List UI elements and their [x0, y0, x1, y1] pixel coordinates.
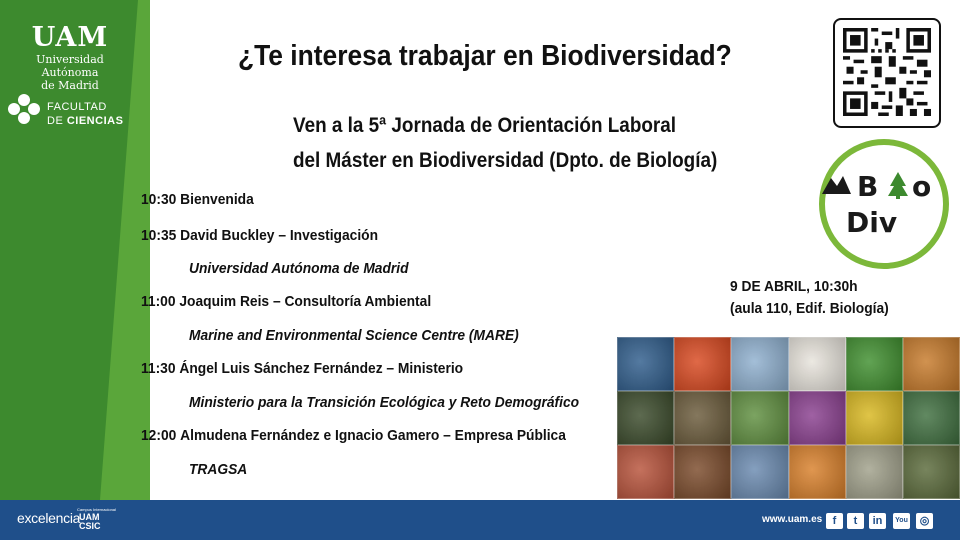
instagram-icon[interactable]: ◎: [916, 513, 933, 529]
biodiv-text-b: B: [857, 170, 879, 203]
agenda-title: Bienvenida: [180, 191, 254, 208]
collage-photo-tile: [789, 337, 846, 391]
subtitle-line1: Ven a la 5ª Jornada de Orientación Laboral: [293, 114, 677, 137]
agenda-title: Ángel Luis Sánchez Fernández – Ministerio: [179, 360, 464, 377]
biodiv-logo: [816, 136, 952, 272]
agenda-time: 11:00: [141, 293, 176, 310]
faculty-line2-b: CIENCIAS: [66, 115, 124, 127]
collage-photo-tile: [731, 445, 788, 499]
agenda-time: 11:30: [141, 360, 176, 377]
excelencia-word: excelencia: [17, 510, 81, 526]
agenda-title: Joaquim Reis – Consultoría Ambiental: [179, 293, 432, 310]
collage-photo-tile: [617, 337, 674, 391]
faculty-logo: [6, 92, 146, 132]
collage-photo-tile: [846, 391, 903, 445]
agenda-time: 12:00: [141, 427, 177, 444]
uam-logo: [8, 22, 132, 92]
twitter-icon[interactable]: t: [847, 513, 864, 529]
agenda-title: David Buckley – Investigación: [180, 227, 379, 244]
agenda-time: 10:35: [141, 227, 177, 244]
event-place: (aula 110, Edif. Biología): [730, 300, 889, 317]
agenda-item-2: [141, 227, 378, 244]
agenda-item-5: [141, 427, 566, 444]
sidebar: [0, 0, 150, 500]
excelencia-csic: CSIC: [79, 521, 101, 531]
collage-photo-tile: [674, 445, 731, 499]
collage-photo-tile: [903, 391, 960, 445]
event-info: [730, 276, 889, 320]
subtitle-line2: del Máster en Biodiversidad (Dpto. de Biología): [293, 149, 718, 172]
qr-code[interactable]: [833, 18, 941, 128]
website-link[interactable]: www.uam.es: [762, 514, 823, 525]
agenda-item-3: [141, 293, 431, 310]
collage-photo-tile: [731, 337, 788, 391]
uam-mark: UAM: [31, 22, 109, 53]
faculty-flower-icon: [6, 92, 42, 126]
faculty-line2: [47, 115, 123, 127]
linkedin-icon[interactable]: in: [869, 513, 886, 529]
uam-name-line2: de Madrid: [41, 79, 99, 92]
agenda-affiliation-2: Universidad Autónoma de Madrid: [189, 260, 409, 277]
agenda-affiliation-4: Ministerio para la Transición Ecológica y Reto Demográfico: [189, 394, 580, 411]
faculty-line1: FACULTAD: [47, 101, 107, 113]
biodiv-text-div: Div: [846, 206, 898, 239]
collage-photo-tile: [789, 391, 846, 445]
collage-photo-tile: [789, 445, 846, 499]
agenda-title: Almudena Fernández e Ignacio Gamero – Empresa Pública: [180, 427, 566, 444]
biodiv-text-o: o: [912, 170, 932, 203]
page-title: ¿Te interesa trabajar en Biodiversidad?: [238, 40, 732, 72]
agenda-time: 10:30: [141, 191, 177, 208]
collage-photo-tile: [731, 391, 788, 445]
uam-name-line1: Universidad Autónoma: [36, 53, 104, 79]
collage-photo-tile: [903, 445, 960, 499]
qr-code-pattern: [843, 28, 931, 116]
agenda-affiliation-3: Marine and Environmental Science Centre (MARE): [189, 327, 519, 344]
excelencia-small-text: Campus Internacional: [77, 507, 116, 512]
collage-photo-tile: [674, 391, 731, 445]
youtube-icon[interactable]: You: [893, 513, 910, 529]
collage-photo-tile: [846, 445, 903, 499]
facebook-icon[interactable]: f: [826, 513, 843, 529]
collage-photo-tile: [617, 445, 674, 499]
agenda-item-4: [141, 360, 463, 377]
event-date: 9 DE ABRIL, 10:30h: [730, 278, 858, 295]
collage-photo-tile: [846, 337, 903, 391]
collage-photo-tile: [617, 391, 674, 445]
excelencia-uam: UAM: [79, 512, 100, 522]
agenda-item-1: [141, 191, 254, 208]
biodiversity-photo-collage: [617, 337, 960, 499]
collage-photo-tile: [674, 337, 731, 391]
collage-photo-tile: [903, 337, 960, 391]
agenda-affiliation-5: TRAGSA: [189, 461, 248, 478]
faculty-line2-a: DE: [47, 115, 67, 127]
